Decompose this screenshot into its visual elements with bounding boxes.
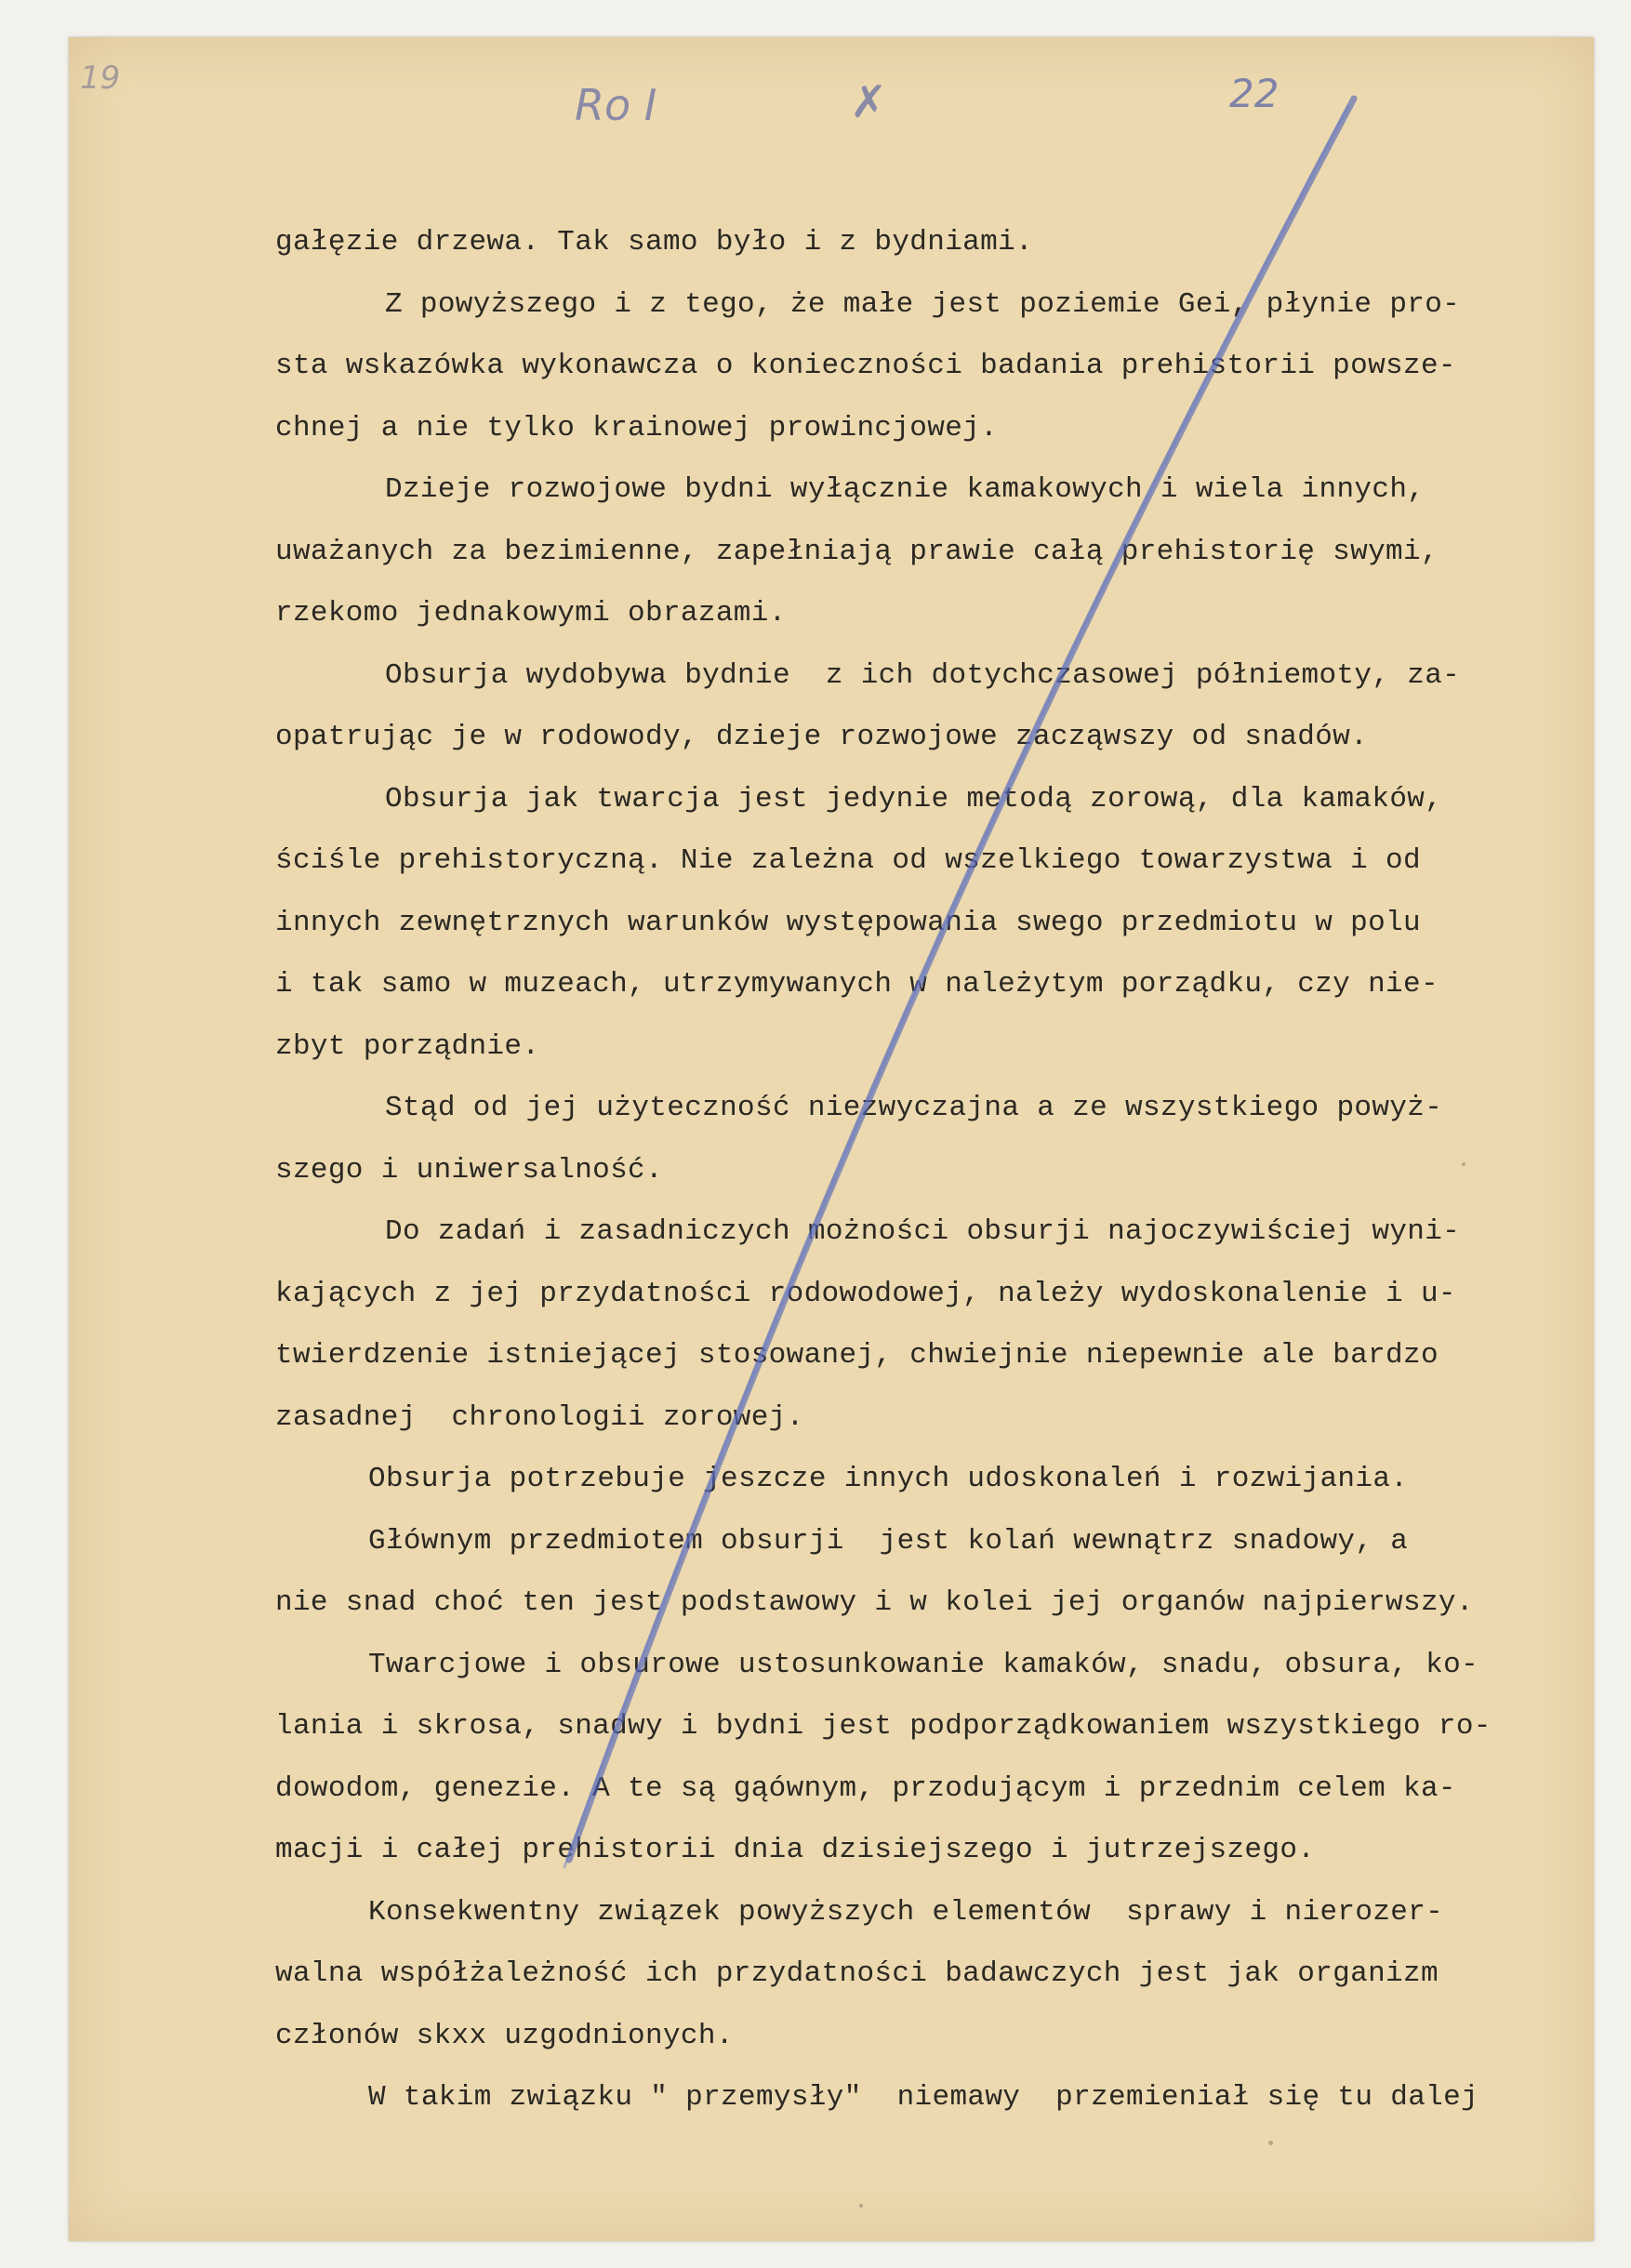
text-line: nie snad choć ten jest podstawowy i w kolei jej organów najpierwszy. bbox=[275, 1586, 1474, 1619]
text-line: Stąd od jej użyteczność niezwyczajna a ze wszystkiego powyż- bbox=[385, 1092, 1443, 1124]
text-line: Z powyższego i z tego, że małe jest poziemie Gei, płynie pro- bbox=[385, 287, 1461, 321]
roman-reference-annotation: Ro I bbox=[575, 80, 657, 130]
page-number-annotation: 22 bbox=[1229, 71, 1280, 116]
text-line: kających z jej przydatności rodowodowej, należy wydoskonalenie i u- bbox=[275, 1277, 1456, 1310]
text-line: zbyt porządnie. bbox=[275, 1029, 540, 1063]
text-line: opatrując je w rodowody, dzieje rozwojowe zacząwszy od snadów. bbox=[275, 721, 1369, 753]
text-line: zasadnej chronologii zorowej. bbox=[275, 1400, 804, 1434]
text-line: Głównym przedmiotem obsurji jest kolań wewnątrz snadowy, a bbox=[368, 1524, 1409, 1558]
paper-speck bbox=[1268, 2141, 1273, 2145]
text-line: lania i skrosa, snadwy i bydni jest podporządkowaniem wszystkiego ro- bbox=[275, 1710, 1492, 1743]
text-line: rzekomo jednakowymi obrazami. bbox=[275, 597, 787, 630]
text-line: Obsurja jak twarcja jest jedynie metodą zorową, dla kamaków, bbox=[385, 782, 1443, 816]
paper-speck bbox=[1462, 1162, 1465, 1166]
text-line: Dzieje rozwojowe bydni wyłącznie kamakowych i wiela innych, bbox=[385, 473, 1425, 506]
text-line: walna współżależność ich przydatności badawczych jest jak organizm bbox=[275, 1957, 1439, 1990]
text-line: szego i uniwersalność. bbox=[275, 1153, 663, 1187]
document-page bbox=[69, 37, 1594, 2241]
text-line: Konsekwentny związek powyższych elementów sprawy i nierozer- bbox=[368, 1895, 1444, 1929]
text-line: Do zadań i zasadniczych możności obsurji najoczywiściej wyni- bbox=[385, 1215, 1461, 1248]
text-line: dowodom, genezie. A te są gąównym, przodującym i przednim celem ka- bbox=[275, 1771, 1456, 1805]
text-line: gałęzie drzewa. Tak samo było i z bydniami. bbox=[275, 226, 1033, 259]
text-line: macji i całej prehistorii dnia dzisiejszego i jutrzejszego. bbox=[275, 1834, 1316, 1866]
cross-mark-annotation: ✗ bbox=[850, 76, 888, 128]
text-line: członów skxx uzgodnionych. bbox=[275, 2019, 734, 2052]
text-line: innych zewnętrznych warunków występowania swego przedmiotu w polu bbox=[275, 906, 1421, 939]
text-line: Twarcjowe i obsurowe ustosunkowanie kamaków, snadu, obsura, ko- bbox=[368, 1648, 1479, 1681]
text-line: chnej a nie tylko krainowej prowincjowej. bbox=[275, 411, 999, 444]
paper-speck bbox=[859, 2204, 863, 2208]
typewritten-text bbox=[275, 212, 1568, 2129]
text-line: ściśle prehistoryczną. Nie zależna od wszelkiego towarzystwa i od bbox=[275, 844, 1421, 877]
text-line: twierdzenie istniejącej stosowanej, chwiejnie niepewnie ale bardzo bbox=[275, 1339, 1439, 1372]
text-line: i tak samo w muzeach, utrzymywanych w należytym porządku, czy nie- bbox=[275, 968, 1439, 1001]
text-line: Obsurja wydobywa bydnie z ich dotychczasowej półniemoty, za- bbox=[385, 658, 1461, 692]
text-line: W takim związku " przemysły" niemawy przemieniał się tu dalej bbox=[368, 2081, 1479, 2114]
archive-number-annotation: 19 bbox=[80, 60, 121, 97]
text-line: Obsurja potrzebuje jeszcze innych udoskonaleń i rozwijania. bbox=[368, 1463, 1409, 1495]
text-line: uważanych za bezimienne, zapełniają prawie całą prehistorię swymi, bbox=[275, 535, 1439, 568]
text-line: sta wskazówka wykonawcza o konieczności badania prehistorii powsze- bbox=[275, 350, 1456, 382]
